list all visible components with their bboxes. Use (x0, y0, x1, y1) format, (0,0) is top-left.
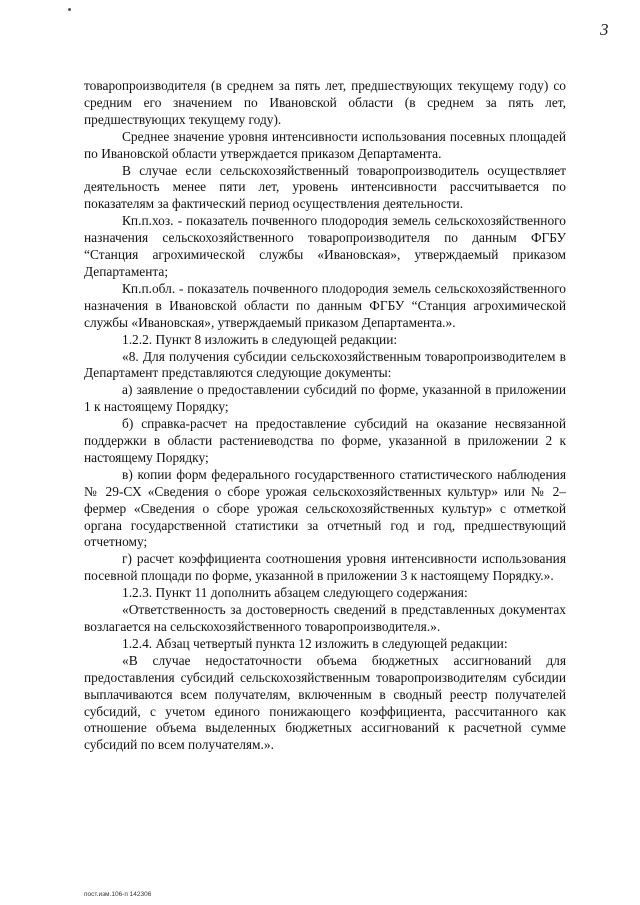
scan-speck (68, 8, 71, 11)
footer-file-code: пост.изм.106-п 142306 (84, 891, 152, 898)
paragraph-kpp-hoz: Кп.п.хоз. - показатель почвенного плодородия земель сельскохозяйственного назначения сельскохозяйственного товаропроизводителя по данным ФГБУ “Станция агрохимической службы «Ивановская», утверждаемый приказом Департамента; (84, 213, 566, 279)
paragraph-less-than-five-years: В случае если сельскохозяйственный товаропроизводитель осуществляет деятельность менее пяти лет, уровень интенсивности рассчитывается по показателям за фактический период осуществления деятельности. (84, 162, 566, 212)
paragraph-1-2-4: 1.2.4. Абзац четвертый пункта 12 изложить в следующей редакции: (122, 635, 508, 651)
paragraph-1-2-3: 1.2.3. Пункт 11 дополнить абзацем следующего содержания: (122, 585, 468, 601)
paragraph-average-intensity: Среднее значение уровня интенсивности использования посевных площадей по Ивановской области утверждается приказом Департамента. (84, 128, 566, 161)
paragraph-1-2-2: 1.2.2. Пункт 8 изложить в следующей редакции: (122, 331, 398, 347)
list-item-a: а) заявление о предоставлении субсидий по форме, указанной в приложении 1 к настоящему Порядку; (84, 382, 566, 415)
paragraph-responsibility: «Ответственность за достоверность сведений в представленных документах возлагается на сельскохозяйственного товаропроизводителя.». (84, 602, 566, 634)
list-item-b: б) справка-расчет на предоставление субсидий на оказание несвязанной поддержки в области растениеводства по форме, указанной в приложении 2 к настоящему Порядку; (84, 416, 566, 465)
document-body (84, 78, 566, 754)
paragraph-insufficient-funds: «В случае недостаточности объема бюджетных ассигнований для предоставления субсидий сельскохозяйственным товаропроизводителям субсидии выплачиваются всем получателям, включенным в сводный реестр получателей субсидий, с учетом единого понижающего коэффициента, рассчитанного как отношение объема выделенных бюджетных ассигнований к расчетной сумме субсидий по всем получателям.». (84, 652, 566, 753)
paragraph-kpp-obl: Кп.п.обл. - показатель почвенного плодородия земель сельскохозяйственного назначения в Ивановской области по данным ФГБУ “Станция агрохимической службы «Ивановская», утверждаемый приказом Департамента.». (84, 280, 566, 330)
list-item-v: в) копии форм федерального государственного статистического наблюдения № 29-СХ «Сведения о сборе урожая сельскохозяйственных культур» или № 2–фермер «Сведения о сборе урожая сельскохозяйственных культур» с отметкой органа государственной статистики за отчетный год и год, предшествующий отчетному; (84, 466, 566, 550)
list-item-g: г) расчет коэффициента соотношения уровня интенсивности использования посевной площади по форме, указанной в приложении 3 к настоящему Порядку.». (84, 551, 566, 584)
paragraph-item-8: «8. Для получения субсидии сельскохозяйственным товаропроизводителем в Департамент представляются следующие документы: (84, 348, 566, 381)
paragraph-continuation: товаропроизводителя (в среднем за пять лет, предшествующих текущему году) со средним его значением по Ивановской области (в среднем за пять лет, предшествующих текущему году). (84, 78, 566, 127)
page-number: 3 (600, 20, 609, 39)
